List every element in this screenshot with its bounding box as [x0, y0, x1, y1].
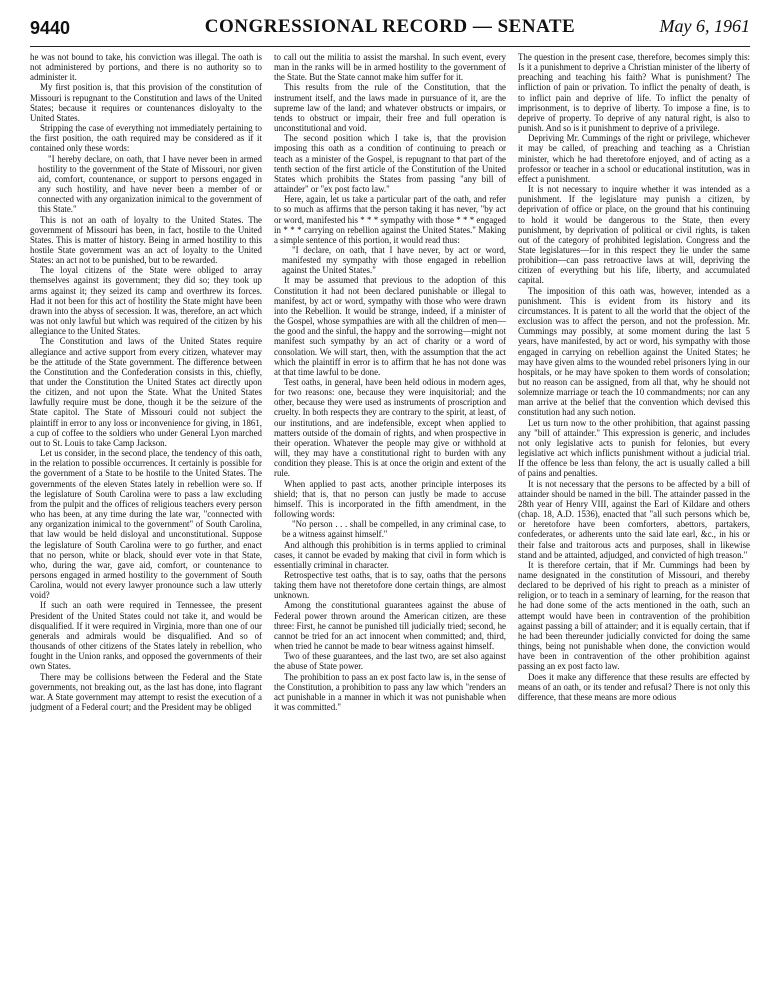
header-rule — [30, 46, 750, 47]
paragraph: The loyal citizens of the State were obliged to array themselves against its government; they did so; they took up arms against it; they seized its camp and overthrew its forces. Had it not been for this act of hostility the State might have been drawn into the abyss of secession. It was, therefore, an act which was not only lawful but which was required of the citizen by his allegiance to the United States. — [30, 265, 262, 337]
paragraph: The imposition of this oath was, however, intended as a punishment. This is evident from its history and its circumstances. It is patent to all the world that the object of the exclusion was to affect the person, and not the profession. Mr. Cummings may possibly, at some moment during the last 5 years, have manifested, by act or word, his sympathy with those engaged in carrying on rebellion against the United States; he may have given alms to the wounded rebel prisoners lying in our hospitals, or he may have spoken to them words of consolation; but no reason can be assigned, from all that, why he should not solemnize marriage or teach the 10 commandments; nor can any man arrive at the belief that the convention which devised this constitution had any such notion. — [518, 285, 750, 418]
paragraph: When applied to past acts, another principle interposes its shield; that is, that no person can justly be made to accuse himself. This is incorporated in the fifth amendment, in the following words: — [274, 478, 506, 520]
paragraph: It may be assumed that previous to the adoption of this Constitution it had not been declared punishable or illegal to manifest, by act or word, sympathy with those who were drawn into the Rebellion. It would be strange, indeed, if a minister of the Gospel, whose sympathies are with all the children of men—the good and the sinful, the happy and the sorrowing—might not manifest such sympathy by an act of charity or a word of consolation. We will start, then, with the assumption that the act which the plaintiff in error is to affirm that he has not done was at that time lawful to be done. — [274, 275, 506, 377]
paragraph: My first position is, that this provision of the constitution of Missouri is repugnant to the Constitution and laws of the United States; because it requires or countenances disloyalty to the United States. — [30, 82, 262, 123]
paragraph: The second position which I take is, that the provision imposing this oath as a condition of continuing to preach or teach as a minister of the Gospel, is repugnant to that part of the tenth section of the first article of the Constitution of the United States which prohibits the States from passing "any bill of attainder" or "ex post facto law." — [274, 133, 506, 195]
paragraph: Here, again, let us take a particular part of the oath, and refer to so much as affirms that the person taking it has never, "by act or word, manifested his * * * sympathy with those * * * engaged in * * * carrying on rebellion against the United States." Making a simple sentence of this portion, it would read thus: — [274, 194, 506, 245]
text-column-3 — [518, 52, 750, 980]
paragraph: Let us consider, in the second place, the tendency of this oath, in the relation to possible occurrences. It certainly is possible for the government of a State to be hostile to the United States. The governments of the eleven States lately in rebellion were so. If the legislature of South Carolina were to pass a law excluding from the pulpit and the offices of religious teachers every person who has been, at any time during the late war, "connected with any organization inimical to the government" of South Carolina, that law would be held disloyal and unconstitutional. Suppose the legislature of South Carolina were to go further, and enact that no person, white or black, should ever vote in that State, who, during the war, gave aid, comfort, or countenance to persons engaged in armed hostility to the government of South Carolina, would not every lawyer pronounce such a law utterly void? — [30, 448, 262, 601]
paragraph: The prohibition to pass an ex post facto law is, in the sense of the Constitution, a prohibition to pass any law which "renders an act punishable in a manner in which it was not punishable when it was committed." — [274, 671, 506, 712]
paragraph: Retrospective test oaths, that is to say, oaths that the persons taking them have not theretofore done certain things, are almost unknown. — [274, 569, 506, 601]
paragraph: "I declare, on oath, that I have never, by act or word, manifested my sympathy with those engaged in rebellion against the United States." — [282, 244, 506, 276]
paragraph: Stripping the case of everything not immediately pertaining to the first position, the oath required may be considered as if it contained only these words: — [30, 123, 262, 154]
publication-title: CONGRESSIONAL RECORD — SENATE — [204, 16, 576, 37]
paragraph: It is not necessary that the persons to be affected by a bill of attainder should be named in the bill. The attainder passed in the 28th year of Henry VIII, against the Earl of Kildare and others (chap. 18, A.D. 1536), enacted that "all such persons which be, or heretofore have been comforters, abettors, partakers, confederates, or adherents unto the said late earl, &c., in his or their false and traitorous acts and purposes, shall in likewise stand and be attainted, adjudged, and convicted of high treason." — [518, 478, 750, 560]
paragraph: The Constitution and laws of the United States require allegiance and active support from every citizen, whatever may be the attitude of the State government. The difference between the Constitution and the Confederation consists in this, chiefly, that under the Constitution the United States act directly upon the citizen, and not upon the State. What the United States lawfully require must be done, though it be the seizure of the State capitol. The State of Missouri could not subject the plaintiff in error to any loss or inconvenience for giving, in 1861, a cup of coffee to the soldiers who under General Lyon marched out to St. Louis to take Camp Jackson. — [30, 336, 262, 448]
paragraph: This is not an oath of loyalty to the United States. The government of Missouri has been, in fact, hostile to the United States. This is matter of history. Being in armed hostility to this hostile State government was an act of loyalty to the United States: an act not to be punished, but to be rewarded. — [30, 214, 262, 266]
paragraph: Two of these guarantees, and the last two, are set also against the abuse of State power. — [274, 651, 506, 672]
issue-date: May 6, 1961 — [659, 16, 750, 36]
paragraph: If such an oath were required in Tennessee, the present President of the United States could not take it, and would be disqualified. If it were required in Virginia, more than one of our generals and admirals would be disqualified. And so of thousands of other citizens of the States lately in rebellion, who fought in the Union ranks, and opposed the governments of their own States. — [30, 600, 262, 672]
paragraph: And although this prohibition is in terms applied to criminal cases, it cannot be evaded by making that civil in form which is essentially criminal in character. — [274, 539, 506, 570]
paragraph: It is not necessary to inquire whether it was intended as a punishment. If the legislature may punish a citizen, by deprivation of office or place, on the ground that his continuing to hold it would be dangerous to the State, then every punishment, by deprivation of political or civil rights, is taken out of the category of prohibited legislation. Congress and the State legislatures—for in this respect they lie under the same prohibition—can pass retroactive laws at will, depriving the citizen of everything but his life, liberty, and accumulated capital. — [518, 184, 750, 286]
paragraph: "No person . . . shall be compelled, in any criminal case, to be a witness against himself." — [282, 519, 506, 540]
text-column-1 — [30, 52, 262, 980]
paragraph: Test oaths, in general, have been held odious in modern ages, for two reasons: one, because they were inquisitorial; and the other, because they were used as instruments of proscription and cruelty. In both respects they are contrary to the spirit, at least, of our institutions, and are indefensible, except when applied to matters outside of the domain of rights, and when prospective in their operation. Whatever the people may give or withhold at will, they may have a constitutional right to burden with any condition they please. This is at once the origin and extent of the rule. — [274, 377, 506, 479]
paragraph: There may be collisions between the Federal and the State governments, not breaking out, as the last has done, into flagrant war. A State government may attempt to resist the execution of a judgment of a Federal court; and the President may be obliged — [30, 671, 262, 712]
page-header — [30, 14, 750, 44]
text-column-2 — [274, 52, 506, 980]
page-number: 9440 — [30, 18, 71, 38]
paragraph: Among the constitutional guarantees against the abuse of Federal power thrown around the American citizen, are these three: First, he cannot be punished till judicially tried; second, he cannot be tried for an act innocent when committed; and, third, when tried he cannot be made to bear witness against himself. — [274, 600, 506, 652]
paragraph: he was not bound to take, his conviction was illegal. The oath is not administered by portions, and there is no authority so to administer it. — [30, 52, 262, 83]
paragraph: Let us turn now to the other prohibition, that against passing any "bill of attainder." This expression is generic, and includes not only legislative acts to punish for felonies, but every legislative act which inflicts punishment without a judicial trial. If the offence be less than felony, the act is usually called a bill of pains and penalties. — [518, 417, 750, 479]
paragraph: to call out the militia to assist the marshal. In such event, every man in the ranks will be in armed hostility to the government of the State. But the State cannot make him suffer for it. — [274, 52, 506, 83]
paragraph: "I hereby declare, on oath, that I have never been in armed hostility to the government of the State of Missouri, nor given aid, comfort, countenance, or support to persons engaged in any such hostility, and have never been a member of or connected with any organization inimical to the government of this State." — [38, 153, 262, 215]
paragraph: Does it make any difference that these results are effected by means of an oath, or its tender and refusal? There is not only this difference, that these means are more odious — [518, 671, 750, 702]
paragraph: The question in the present case, therefore, becomes simply this: Is it a punishment to deprive a Christian minister of the liberty of preaching and teaching his faith? What is punishment? The infliction of pain or privation. To inflict the penalty of death, is to inflict pain and deprive of life. To inflict the penalty of imprisonment, is to deprive of liberty. To impose a fine, is to deprive of property. To deprive of any natural right, is also to punish. And so is it punishment to deprive of a privilege. — [518, 52, 750, 134]
paragraph: This results from the rule of the Constitution, that the instrument itself, and the laws made in pursuance of it, are the supreme law of the land; and whatever obstructs or impairs, or tends to obstruct or impair, their free and full operation is unconstitutional and void. — [274, 82, 506, 134]
paragraph: Depriving Mr. Cummings of the right or privilege, whichever it may be called, of preaching and teaching as a Christian minister, which he had theretofore enjoyed, and of acting as a professor or teacher in a school or educational institution, was in effect a punishment. — [518, 133, 750, 184]
paragraph: It is therefore certain, that if Mr. Cummings had been by name designated in the constitution of Missouri, and thereby declared to be deprived of his right to preach as a minister of religion, or to teach in a seminary of learning, for the reason that he had done some of the acts mentioned in the oath, such an attempt would have been in contravention of the prohibition against passing a bill of attainder; and it is equally certain, that if he had been thereunder judicially convicted for doing the same things, being not punishable when done, the conviction would have been in contravention of the other prohibition against passing an ex post facto law. — [518, 559, 750, 672]
